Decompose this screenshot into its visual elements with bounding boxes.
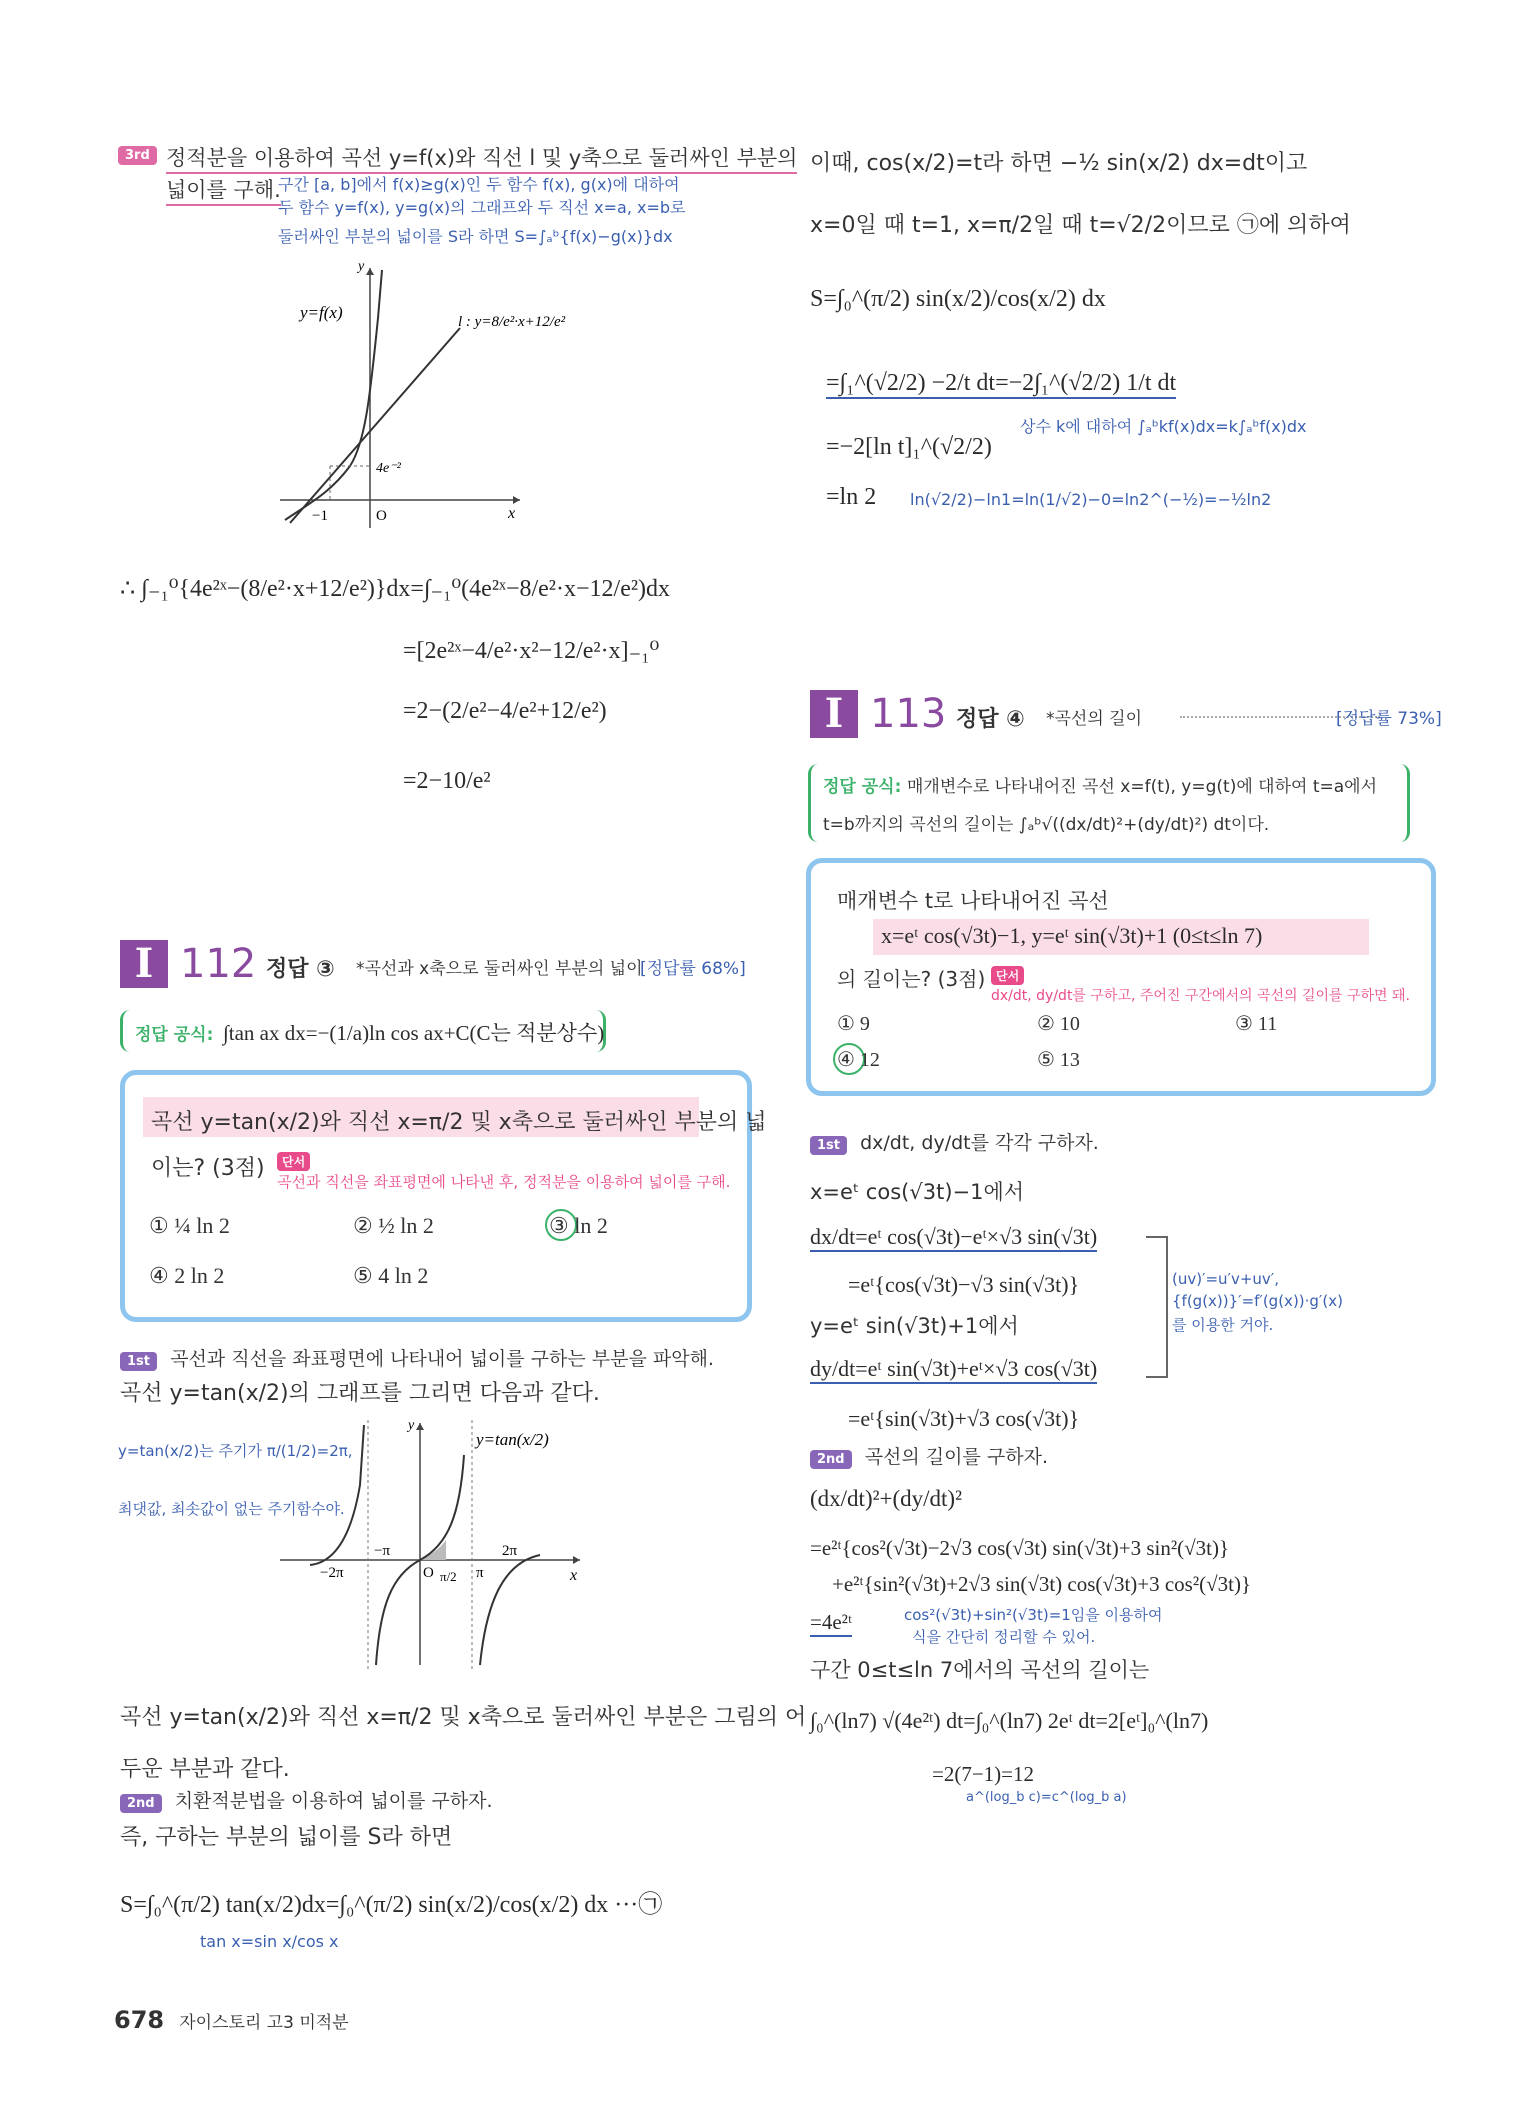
p113-question-line3: 의 길이는? (3점) xyxy=(837,967,986,991)
step3-badge: 3rd xyxy=(118,146,157,165)
step3-note-2: 두 함수 y=f(x), y=g(x)의 그래프와 두 직선 x=a, x=b로 xyxy=(278,198,686,217)
p113-choice-5[interactable]: ⑤ 13 xyxy=(1037,1049,1080,1071)
calc1-line2: =[2e²ˣ−4/e²·x²−12/e²·x]₋₁⁰ xyxy=(403,638,660,664)
p113-l1: x=eᵗ cos(√3t)−1에서 xyxy=(810,1180,1025,1204)
s-line2-note: 상수 k에 대하여 ∫ₐᵇkf(x)dx=k∫ₐᵇf(x)dx xyxy=(1020,417,1307,436)
graph1-curve-label: y=f(x) xyxy=(300,303,343,322)
p113-question-line1: 매개변수 t로 나타내어진 곡선 xyxy=(837,889,1109,913)
p112-tan-note: tan x=sin x/cos x xyxy=(200,1932,339,1951)
p113-m2: =e²ᵗ{cos²(√3t)−2√3 cos(√3t) sin(√3t)+3 sin²(√3t)} xyxy=(810,1536,1230,1560)
graph1-point-label: 4e⁻² xyxy=(376,461,401,476)
p113-formula-label: 정답 공식: xyxy=(823,777,902,797)
p113-step1-title: dx/dt, dy/dt를 각각 구하자. xyxy=(860,1132,1099,1154)
p113-m1: (dx/dt)²+(dy/dt)² xyxy=(810,1486,962,1511)
p113-m7-note: a^(log_b c)=c^(log_b a) xyxy=(966,1790,1127,1805)
p113-step1-badge: 1st xyxy=(810,1136,847,1155)
p113-m4-note1: cos²(√3t)+sin²(√3t)=1임을 이용하여 xyxy=(904,1606,1163,1624)
p112-step1-result2: 두운 부분과 같다. xyxy=(120,1757,290,1782)
p113-m3: +e²ᵗ{sin²(√3t)+2√3 sin(√3t) cos(√3t)+3 cos²(√3t)} xyxy=(832,1572,1252,1596)
s-line1: S=∫₀^(π/2) sin(x/2)/cos(x/2) dx xyxy=(810,286,1106,312)
p113-choice-1[interactable]: ① 9 xyxy=(837,1013,870,1035)
p113-l4: y=eᵗ sin(√3t)+1에서 xyxy=(810,1314,1019,1338)
graph2-y-label: y xyxy=(408,1418,415,1433)
graph1-tick-neg1: −1 xyxy=(312,508,328,524)
p112-choice-5[interactable]: ⑤ 4 ln 2 xyxy=(353,1263,429,1288)
p112-step2-badge: 2nd xyxy=(120,1794,162,1813)
graph2-curve-right xyxy=(480,1555,540,1665)
graph2-tick-negpi: −π xyxy=(374,1543,391,1559)
p112-choice-3: ③ ln 2 xyxy=(549,1213,608,1238)
graph1-x-label: x xyxy=(508,505,516,522)
p113-step2-title: 곡선의 길이를 구하자. xyxy=(864,1446,1049,1468)
p112-number: 112 xyxy=(180,941,257,987)
p113-question-line2: x=eᵗ cos(√3t)−1, y=eᵗ sin(√3t)+1 (0≤t≤ln 7) xyxy=(881,923,1263,948)
step3-header xyxy=(118,144,157,165)
p112-question-box xyxy=(120,1070,767,1322)
p113-topic: *곡선의 길이 xyxy=(1046,709,1143,729)
p112-side-note1: y=tan(x/2)는 주기가 π/(1/2)=2π, xyxy=(118,1442,353,1460)
graph2-tick-pi: π xyxy=(476,1565,484,1581)
page-number: 678 xyxy=(114,2006,165,2034)
p112-formula: ∫tan ax dx=−(1/a)ln cos ax+C(C는 적분상수) xyxy=(223,1021,605,1045)
p113-l6: =eᵗ{sin(√3t)+√3 cos(√3t)} xyxy=(848,1406,1080,1431)
p112-rate: [정답률 68%] xyxy=(640,959,746,979)
deriv-note-bracket xyxy=(1146,1236,1168,1378)
p113-hint-text: dx/dt, dy/dt를 구하고, 주어진 구간에서의 곡선의 길이를 구하면 돼. xyxy=(991,988,1411,1004)
p113-answer: 정답 ④ xyxy=(956,707,1025,732)
page-footer xyxy=(114,2006,349,2034)
s-line3: =−2[ln t]₁^(√2/2) xyxy=(826,434,992,460)
p112-choice-4[interactable]: ④ 2 ln 2 xyxy=(149,1263,225,1288)
p112-hint xyxy=(277,1151,747,1192)
p112-formula-box xyxy=(120,1010,606,1052)
p112-formula-label: 정답 공식: xyxy=(135,1025,214,1045)
p112-step1-text: 곡선 y=tan(x/2)의 그래프를 그리면 다음과 같다. xyxy=(120,1381,600,1406)
graph2-tick-pi-half: π/2 xyxy=(440,1569,457,1584)
p112-answer: 정답 ③ xyxy=(266,957,335,982)
p113-header xyxy=(810,690,1440,740)
p113-m6: ∫₀^(ln7) √(4e²ᵗ) dt=∫₀^(ln7) 2eᵗ dt=2[eᵗ]₀^(ln7) xyxy=(810,1708,1209,1733)
sub-line2: x=0일 때 t=1, x=π/2일 때 t=√2/2이므로 ㉠에 의하여 xyxy=(810,213,1351,238)
graph1-y-label: y xyxy=(358,259,365,274)
s-line4: =ln 2 xyxy=(826,484,877,510)
p113-l2: dx/dt=eᵗ cos(√3t)−eᵗ×√3 sin(√3t) xyxy=(810,1224,1097,1252)
p112-step1-result1: 곡선 y=tan(x/2)와 직선 x=π/2 및 x축으로 둘러싸인 부분은 그림의 어 xyxy=(120,1705,807,1730)
step3-note-1: 구간 [a, b]에서 f(x)≥g(x)인 두 함수 f(x), g(x)에 대하여 xyxy=(278,175,680,194)
p113-formula-box xyxy=(808,764,1410,842)
graph1-line-label: l : y=8/e²·x+12/e² xyxy=(458,314,566,330)
graph2-tick-2pi: 2π xyxy=(502,1543,518,1559)
p112-hint-text: 곡선과 직선을 좌표평면에 나타낸 후, 정적분을 이용하여 넓이를 구해. xyxy=(277,1173,731,1191)
graph2-tick-neg2pi: −2π xyxy=(320,1565,344,1581)
calc1-line4: =2−10/e² xyxy=(403,768,491,794)
p113-m7: =2(7−1)=12 xyxy=(932,1762,1035,1786)
p112-choice-2[interactable]: ② ½ ln 2 xyxy=(353,1213,434,1238)
p112-hint-badge: 단서 xyxy=(277,1152,310,1171)
p113-l5: dy/dt=eᵗ sin(√3t)+eᵗ×√3 cos(√3t) xyxy=(810,1356,1097,1384)
p112-step1-title: 곡선과 직선을 좌표평면에 나타내어 넓이를 구하는 부분을 파악해. xyxy=(170,1348,714,1370)
p112-side-note2: 최댓값, 최솟값이 없는 주기함수야. xyxy=(118,1500,345,1518)
p113-m4: =4e²ᵗ xyxy=(810,1610,852,1637)
step3-title-line1: 정적분을 이용하여 곡선 y=f(x)와 직선 l 및 y축으로 둘러싸인 부분의 xyxy=(166,142,797,174)
p113-formula-line1: 매개변수로 나타내어진 곡선 x=f(t), y=g(t)에 대하여 t=a에서 xyxy=(907,777,1377,797)
p112-s-formula: S=∫₀^(π/2) tan(x/2)dx=∫₀^(π/2) sin(x/2)/cos(x/2) dx ···㉠ xyxy=(120,1892,663,1918)
p113-choice-3[interactable]: ③ 11 xyxy=(1235,1013,1278,1035)
p112-question-line2: 이는? (3점) xyxy=(151,1156,265,1181)
p112-step2 xyxy=(120,1786,493,1813)
s-line4-note: ln(√2/2)−ln1=ln(1/√2)−0=ln2^(−½)=−½ln2 xyxy=(910,490,1272,509)
p113-rate: [정답률 73%] xyxy=(1336,709,1442,729)
p112-step2-text: 즉, 구하는 부분의 넓이를 S라 하면 xyxy=(120,1825,453,1850)
graph2-curve-left xyxy=(310,1425,364,1565)
p113-m5: 구간 0≤t≤ln 7에서의 곡선의 길이는 xyxy=(810,1658,1150,1682)
p112-step2-title: 치환적분법을 이용하여 넓이를 구하자. xyxy=(174,1790,493,1812)
deriv-note-3: 를 이용한 거야. xyxy=(1172,1316,1274,1334)
p113-step1 xyxy=(810,1128,1099,1155)
p112-roman: I xyxy=(120,940,168,988)
p113-choice-4: ④ 12 xyxy=(837,1049,880,1071)
graph2-origin: O xyxy=(423,1565,434,1581)
book-title: 자이스토리 고3 미적분 xyxy=(179,2013,349,2033)
graph1-line-l xyxy=(290,328,460,523)
p113-hint-badge: 단서 xyxy=(991,966,1024,985)
graph2-curve-label: y=tan(x/2) xyxy=(476,1430,549,1449)
graph1-origin: O xyxy=(376,508,387,524)
p113-step2-badge: 2nd xyxy=(810,1450,852,1469)
p113-question-box xyxy=(806,858,1436,1096)
p112-header xyxy=(120,940,750,990)
calc1-line1: ∴ ∫₋₁⁰{4e²ˣ−(8/e²·x+12/e²)}dx=∫₋₁⁰(4e²ˣ−8/e²·x−12/e²)dx xyxy=(120,576,671,602)
p113-number: 113 xyxy=(870,691,947,737)
p112-step1 xyxy=(120,1344,714,1371)
p113-hint xyxy=(991,965,1431,1005)
sub-line1: 이때, cos(x/2)=t라 하면 −½ sin(x/2) dx=dt이고 xyxy=(810,151,1308,176)
p112-question-line1: 곡선 y=tan(x/2)와 직선 x=π/2 및 x축으로 둘러싸인 부분의 넓 xyxy=(151,1110,767,1135)
graph2-x-label: x xyxy=(570,1567,578,1584)
p113-formula-line2: t=b까지의 곡선의 길이는 ∫ₐᵇ√((dx/dt)²+(dy/dt)²) dt이다. xyxy=(823,815,1270,835)
deriv-note-2: {f(g(x))}′=f′(g(x))·g′(x) xyxy=(1172,1292,1343,1310)
s-line2: =∫₁^(√2/2) −2/t dt=−2∫₁^(√2/2) 1/t dt xyxy=(826,370,1176,399)
graph-tan-x-half xyxy=(280,1415,600,1675)
p113-step2 xyxy=(810,1442,1048,1469)
step3-note-3: 둘러싸인 부분의 넓이를 S라 하면 S=∫ₐᵇ{f(x)−g(x)}dx xyxy=(278,227,673,246)
graph-fx-and-line xyxy=(270,258,670,538)
p113-l3: =eᵗ{cos(√3t)−√3 sin(√3t)} xyxy=(848,1272,1080,1297)
p113-roman: I xyxy=(810,690,858,738)
deriv-note-1: (uv)′=u′v+uv′, xyxy=(1172,1270,1279,1288)
p112-step1-badge: 1st xyxy=(120,1352,157,1371)
p112-choice-1[interactable]: ① ¼ ln 2 xyxy=(149,1213,230,1238)
step3-title-line2: 넓이를 구해. xyxy=(166,174,281,206)
p113-m4-note2: 식을 간단히 정리할 수 있어. xyxy=(912,1628,1096,1646)
p112-topic: *곡선과 x축으로 둘러싸인 부분의 넓이 xyxy=(356,959,643,979)
p113-choice-2[interactable]: ② 10 xyxy=(1037,1013,1080,1035)
calc1-line3: =2−(2/e²−4/e²+12/e²) xyxy=(403,698,607,724)
